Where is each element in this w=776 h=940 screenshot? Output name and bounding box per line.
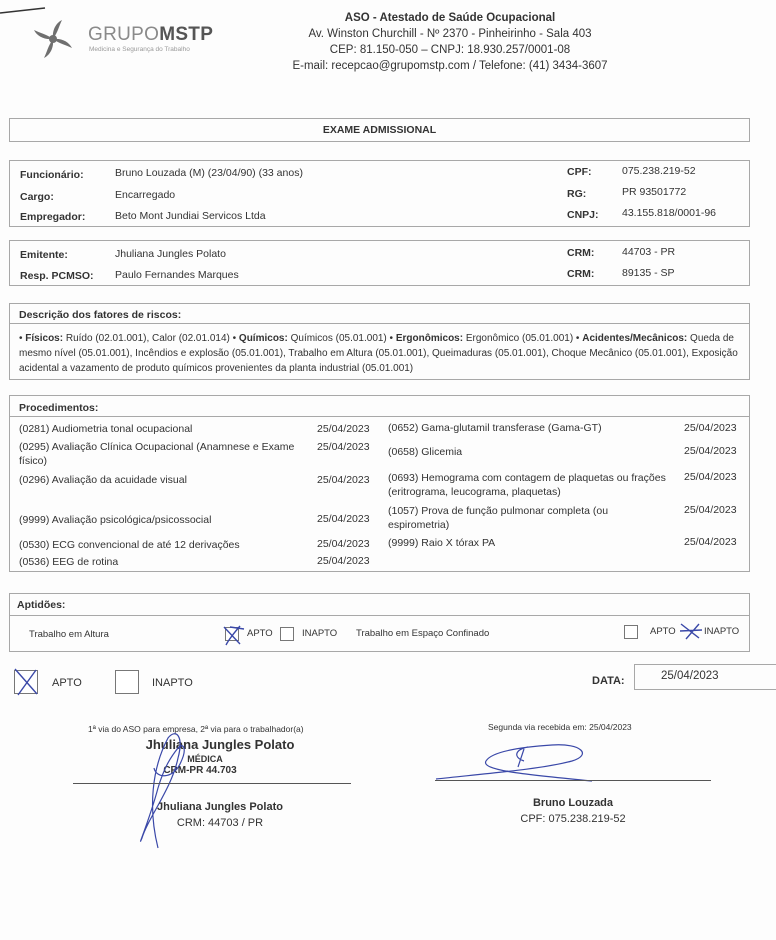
received-note: Segunda via recebida em: 25/04/2023	[488, 722, 632, 732]
risk-factors-box	[9, 303, 750, 380]
worker-signature	[432, 735, 632, 785]
company-address: Av. Winston Churchill - Nº 2370 - Pinheirinho - Sala 403	[308, 28, 592, 40]
procedure-item: (0536) EEG de rotina	[19, 556, 119, 568]
quimicos-label: Químicos:	[238, 333, 288, 344]
aptitude-label-confinado: Trabalho em Espaço Confinado	[356, 628, 490, 639]
procedure-date: 25/04/2023	[684, 445, 737, 457]
worker-signature-line	[435, 780, 711, 781]
employee-info-box	[9, 160, 750, 227]
risk-factors-title: Descrição dos fatores de riscos:	[10, 304, 749, 324]
procedure-date: 25/04/2023	[684, 422, 737, 434]
result-apto-checkbox[interactable]	[14, 670, 38, 694]
procedure-item: (9999) Avaliação psicológica/psicossocial	[19, 514, 212, 526]
doctor-crm: CRM: 44703 / PR	[176, 817, 264, 829]
document-header	[250, 10, 650, 74]
procedure-item: (9999) Raio X tórax PA	[388, 537, 496, 549]
logo-icon	[32, 18, 74, 60]
procedure-item: (0295) Avaliação Clínica Ocupacional (Anamnese e Exame físico)	[19, 441, 295, 467]
quimicos-value: Químicos (05.01.001)	[290, 333, 387, 344]
doctor-name: Jhuliana Jungles Polato	[157, 801, 283, 813]
result-inapto-checkbox[interactable]	[115, 670, 139, 694]
aptitudes-title: Aptidões:	[10, 594, 749, 616]
procedure-date: 25/04/2023	[317, 423, 370, 435]
doctor-signature-line	[73, 783, 351, 784]
crm1-value: 44703 - PR	[622, 246, 676, 258]
procedure-item: (0693) Hemograma com contagem de plaquetas ou frações (eritrograma, leucograma, plaquetas)	[388, 472, 666, 498]
acidentes-value: Queda de mesmo nível (05.01.001), Incêndios e explosão (05.01.001), Trabalho em Altura (05.01.001), Queimaduras (05.01.001), Choque Mecânico (05.01.001), Exposição acidental a vazamento de produto químicos provenientes da planta industrial (05.01.001)	[19, 333, 738, 374]
rg-label: RG:	[567, 188, 587, 200]
procedure-item: (0296) Avaliação da acuidade visual	[19, 474, 187, 486]
worker-name: Bruno Louzada	[532, 797, 614, 809]
logo-wordmark: GRUPOMSTP	[88, 24, 214, 45]
risk-factors-text: • Físicos: Ruído (02.01.001), Calor (02.01.014) • Químicos: Químicos (05.01.001) • Ergonômicos: Ergonômico (05.01.001) • Acidentes/Mecânicos: Queda de mesmo nível (05.01.001), Incêndios e explosão (05.01.001), Trabalho em Altura (05.01.001), Queimaduras (05.01.001), Choque Mecânico (05.01.001), Exposição acidental a vazamento de produto químicos provenientes da planta industrial (05.01.001)	[19, 333, 738, 374]
document-title: ASO - Atestado de Saúde Ocupacional	[344, 12, 556, 24]
cnpj-value: 43.155.818/0001-96	[622, 207, 717, 219]
result-apto-label: APTO	[52, 677, 82, 689]
fisicos-label: Físicos:	[25, 333, 64, 344]
resp-pcmso-label: Resp. PCMSO:	[20, 270, 94, 282]
issuer-info-box	[9, 240, 750, 286]
cnpj-label: CNPJ:	[567, 209, 599, 221]
resp-pcmso-value: Paulo Fernandes Marques	[115, 269, 239, 281]
crm1-label: CRM:	[567, 247, 595, 259]
date-field	[634, 664, 776, 690]
pen-stroke-mark	[0, 6, 46, 14]
procedures-box	[9, 395, 750, 572]
procedure-date: 25/04/2023	[684, 504, 737, 516]
altura-inapto-label: INAPTO	[302, 628, 338, 639]
ergonomicos-label: Ergonômicos:	[395, 333, 464, 344]
procedures-title: Procedimentos:	[10, 396, 749, 417]
date-value: 25/04/2023	[661, 670, 719, 682]
procedure-date: 25/04/2023	[684, 536, 737, 548]
stamp-name: Jhuliana Jungles Polato	[145, 737, 295, 752]
copies-note: 1ª via do ASO para empresa, 2ª via para o trabalhador(a)	[88, 724, 304, 734]
emitente-value: Jhuliana Jungles Polato	[115, 248, 226, 260]
procedure-date: 25/04/2023	[317, 474, 370, 486]
fisicos-value: Ruído (02.01.001), Calor (02.01.014)	[65, 333, 230, 344]
procedure-item: (0281) Audiometria tonal ocupacional	[19, 423, 193, 435]
funcionario-label: Funcionário:	[20, 169, 84, 181]
rg-value: PR 93501772	[622, 186, 687, 198]
empregador-value: Beto Mont Jundiai Servicos Ltda	[115, 210, 266, 222]
date-label: DATA:	[592, 675, 625, 687]
funcionario-value: Bruno Louzada (M) (23/04/90) (33 anos)	[115, 167, 303, 179]
altura-inapto-checkbox[interactable]	[280, 627, 294, 641]
altura-apto-label: APTO	[247, 628, 273, 639]
procedure-item: (1057) Prova de função pulmonar completa (ou espirometria)	[388, 505, 609, 531]
cpf-label: CPF:	[567, 166, 592, 178]
stamp-crm: CRM-PR 44.703	[163, 765, 237, 776]
worker-cpf: CPF: 075.238.219-52	[520, 813, 626, 825]
crm2-value: 89135 - SP	[622, 267, 675, 279]
emitente-label: Emitente:	[20, 249, 68, 261]
stamp-role: MÉDICA	[187, 754, 223, 764]
cargo-value: Encarregado	[115, 189, 176, 201]
procedure-date: 25/04/2023	[317, 538, 370, 550]
doctor-signature	[128, 728, 198, 852]
confinado-inapto-label: INAPTO	[704, 626, 740, 637]
result-inapto-label: INAPTO	[152, 677, 193, 689]
cargo-label: Cargo:	[20, 191, 54, 203]
confinado-apto-checkbox[interactable]	[624, 625, 638, 639]
confinado-apto-label: APTO	[650, 626, 676, 637]
company-cep-cnpj: CEP: 81.150-050 – CNPJ: 18.930.257/0001-08	[329, 44, 571, 56]
procedure-date: 25/04/2023	[317, 555, 370, 567]
altura-apto-checkbox[interactable]	[225, 627, 239, 641]
cpf-value: 075.238.219-52	[622, 165, 696, 177]
logo-subtitle: Medicina e Segurança do Trabalho	[89, 46, 190, 53]
procedure-item: (0658) Glicemia	[388, 446, 463, 458]
aptitude-label-altura: Trabalho em Altura	[29, 629, 109, 640]
crm2-label: CRM:	[567, 268, 595, 280]
aptitudes-box	[9, 593, 750, 652]
procedure-date: 25/04/2023	[317, 513, 370, 525]
acidentes-label: Acidentes/Mecânicos:	[582, 333, 688, 344]
confinado-inapto-checkbox[interactable]	[683, 625, 697, 639]
empregador-label: Empregador:	[20, 211, 86, 223]
procedure-date: 25/04/2023	[684, 471, 737, 483]
procedure-item: (0530) ECG convencional de até 12 derivações	[19, 539, 240, 551]
company-contact: E-mail: recepcao@grupomstp.com / Telefone: (41) 3434-3607	[292, 60, 608, 72]
ergonomicos-value: Ergonômico (05.01.001)	[465, 333, 574, 344]
procedure-item: (0652) Gama-glutamil transferase (Gama-GT)	[388, 422, 602, 434]
exam-type-title: EXAME ADMISSIONAL	[9, 118, 750, 142]
procedure-date: 25/04/2023	[317, 441, 370, 453]
